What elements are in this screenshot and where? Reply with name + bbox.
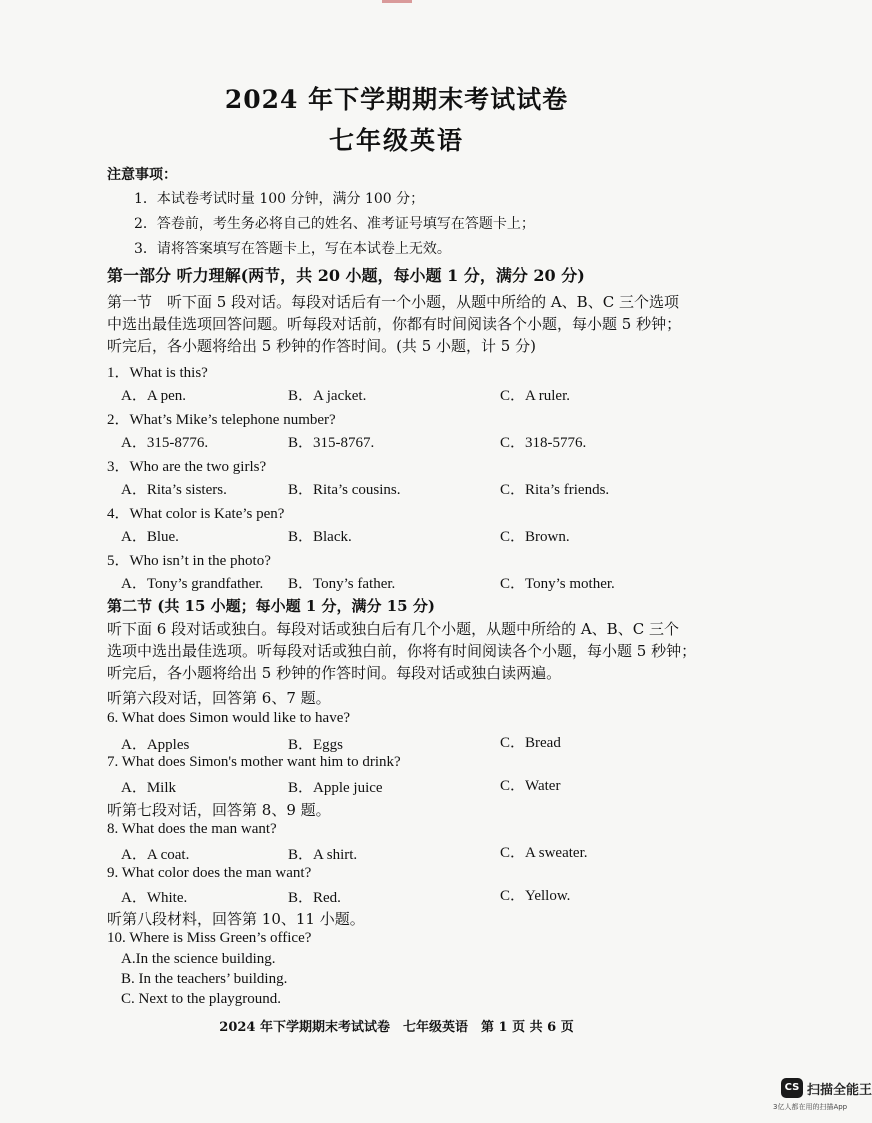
- question: 1．What is this?: [107, 365, 208, 381]
- option-c: C．Bread: [500, 735, 561, 751]
- question: 9. What color does the man want?: [107, 865, 312, 881]
- option-b: B．Red.: [288, 890, 341, 906]
- option-c: C．Water: [500, 778, 561, 794]
- camscanner-logo-icon: CS: [781, 1078, 803, 1098]
- question: 5．Who isn’t in the photo?: [107, 553, 271, 569]
- option-b: B．Apple juice: [288, 780, 383, 796]
- notice-item: 3．请将答案填写在答题卡上，写在本试卷上无效。: [134, 241, 451, 257]
- question: 2．What’s Mike’s telephone number?: [107, 412, 336, 428]
- option-b: B. In the teachers’ building.: [121, 971, 288, 987]
- option-a: A．315-8776.: [121, 435, 209, 451]
- question: 7. What does Simon's mother want him to drink?: [107, 754, 401, 770]
- question: 3．Who are the two girls?: [107, 459, 267, 475]
- section2-intro: 听下面 6 段对话或独白。每段对话或独白后有几个小题，从题中所给的 A、B、C 三个: [107, 620, 679, 638]
- option-b: B．Black.: [288, 529, 352, 545]
- exam-title: 2024 年下学期期末考试试卷: [224, 85, 569, 114]
- scan-mark: [382, 0, 412, 3]
- option-b: B．A jacket.: [288, 388, 367, 404]
- exam-subtitle: 七年级英语: [328, 126, 464, 155]
- option-a: A．Blue.: [121, 529, 179, 545]
- section1-intro: 听完后，各小题将给出 5 秒钟的作答时间。(共 5 小题，计 5 分): [107, 337, 536, 355]
- section2-intro: 选项中选出最佳选项。听每段对话或独白前，你将有时间阅读各个小题，每小题 5 秒钟；: [107, 642, 697, 660]
- watermark-name: 扫描全能王: [807, 1083, 872, 1098]
- question: 8. What does the man want?: [107, 821, 277, 837]
- option-a: A．White.: [121, 890, 188, 906]
- option-a: A．Apples: [121, 737, 190, 753]
- section2-intro: 听完后，各小题将给出 5 秒钟的作答时间。每段对话或独白读两遍。: [107, 664, 562, 682]
- option-c: C. Next to the playground.: [121, 991, 281, 1007]
- dialog-instruction: 听第六段对话，回答第 6、7 题。: [107, 689, 331, 707]
- question: 10. Where is Miss Green’s office?: [107, 930, 312, 946]
- option-a: A．Rita’s sisters.: [121, 482, 227, 498]
- notice-item: 2．答卷前，考生务必将自己的姓名、准考证号填写在答题卡上；: [134, 216, 535, 232]
- notice-item: 1．本试卷考试时量 100 分钟，满分 100 分；: [134, 191, 425, 207]
- option-c: C．Brown.: [500, 529, 570, 545]
- option-b: B．A shirt.: [288, 847, 358, 863]
- dialog-instruction: 听第八段材料，回答第 10、11 小题。: [107, 910, 365, 928]
- option-b: B．Eggs: [288, 737, 344, 753]
- notice-heading: 注意事项：: [107, 167, 177, 183]
- section1-intro: 第一节 听下面 5 段对话。每段对话后有一个小题，从题中所给的 A、B、C 三个选项: [107, 293, 679, 311]
- option-c: C．A sweater.: [500, 845, 588, 861]
- watermark-tagline: 3亿人都在用的扫描App: [773, 1103, 848, 1111]
- option-a: A．Milk: [121, 780, 177, 796]
- part1-heading: 第一部分 听力理解(两节，共 20 小题，每小题 1 分，满分 20 分): [107, 266, 585, 285]
- option-c: C．Rita’s friends.: [500, 482, 610, 498]
- option-c: C．318-5776.: [500, 435, 587, 451]
- option-a: A．A pen.: [121, 388, 186, 404]
- question: 6. What does Simon would like to have?: [107, 710, 351, 726]
- option-c: C．Yellow.: [500, 888, 571, 904]
- page-footer: 2024 年下学期期末考试试卷 七年级英语 第 1 页 共 6 页: [219, 1020, 574, 1035]
- option-b: B．Rita’s cousins.: [288, 482, 401, 498]
- section2-heading: 第二节 (共 15 小题；每小题 1 分，满分 15 分): [107, 597, 435, 615]
- option-c: C．A ruler.: [500, 388, 570, 404]
- section1-intro: 中选出最佳选项回答问题。听每段对话前，你都有时间阅读各个小题，每小题 5 秒钟；: [107, 315, 682, 333]
- dialog-instruction: 听第七段对话，回答第 8、9 题。: [107, 801, 331, 819]
- option-a: A．Tony’s grandfather.: [121, 576, 264, 592]
- option-b: B．Tony’s father.: [288, 576, 396, 592]
- question: 4．What color is Kate’s pen?: [107, 506, 285, 522]
- option-c: C．Tony’s mother.: [500, 576, 615, 592]
- option-a: A.In the science building.: [121, 951, 276, 967]
- option-b: B．315-8767.: [288, 435, 375, 451]
- option-a: A．A coat.: [121, 847, 190, 863]
